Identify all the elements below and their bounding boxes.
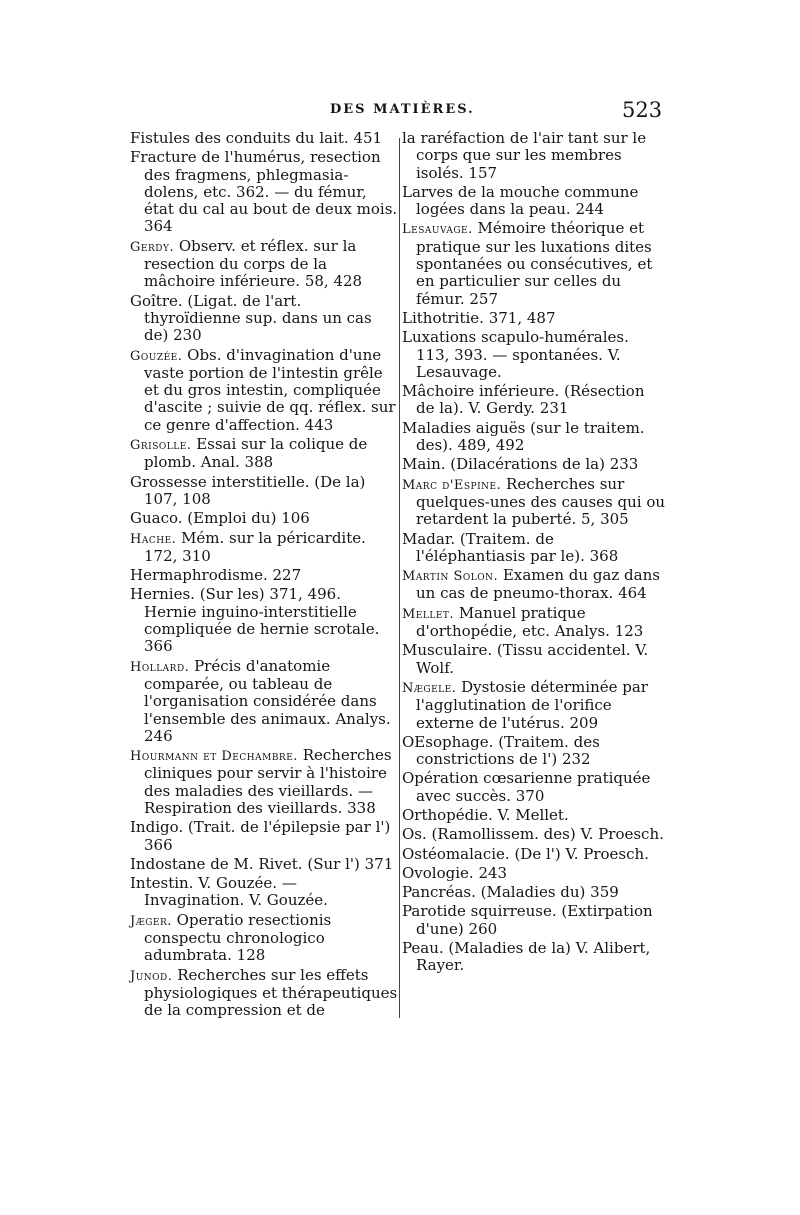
entry-text: Peau. (Maladies de la) V. Alibert, Rayer.	[402, 939, 651, 975]
index-entry	[402, 420, 667, 455]
entry-text: Opération cœsarienne pratiquée avec succès. 370	[402, 769, 651, 805]
entry-text: Fracture de l'humérus, resection des fragmens, phlegmasia-dolens, etc. 362. — du fémur, état du cal au bout de deux mois. 364	[130, 148, 398, 236]
index-entry	[130, 856, 398, 873]
entry-author: Martin Solon.	[402, 569, 499, 585]
entry-author: Hourmann et Dechambre.	[130, 749, 298, 765]
index-entry	[130, 474, 398, 509]
index-entry	[130, 658, 398, 745]
entry-text: Hermaphrodisme. 227	[130, 566, 302, 585]
index-entry	[402, 130, 667, 182]
entry-text: Larves de la mouche commune logées dans la peau. 244	[402, 182, 639, 219]
entry-text: Lithotritie. 371, 487	[402, 308, 556, 327]
index-entry	[130, 967, 398, 1020]
index-entry	[402, 531, 667, 566]
entry-author: Nægele.	[402, 680, 457, 696]
index-entry	[402, 865, 667, 882]
index-entry	[402, 884, 667, 901]
index-entry	[130, 238, 398, 291]
entry-author: Junod.	[130, 968, 173, 984]
entry-author: Jæger.	[130, 913, 172, 929]
entry-text: Intestin. V. Gouzée. — Invagination. V. Gouzée.	[130, 874, 328, 910]
index-entry	[130, 912, 398, 965]
index-entry	[402, 220, 667, 307]
index-entry	[130, 347, 398, 434]
entry-author: Hollard.	[130, 659, 190, 675]
index-entry	[130, 747, 398, 817]
index-entry	[130, 567, 398, 584]
entry-text: la raréfaction de l'air tant sur le corps que sur les membres isolés. 157	[402, 129, 647, 182]
column-divider	[399, 138, 400, 1018]
running-title: DES MATIÈRES.	[330, 102, 475, 117]
entry-text: Ovologie. 243	[402, 863, 508, 882]
index-entry	[402, 679, 667, 732]
entry-text: Obs. d'invagination d'une vaste portion de l'intestin grêle et du gros intestin, compliquée d'ascite ; suivie de qq. réflex. sur ce genre d'affection. 443	[144, 345, 396, 434]
entry-text: Hernies. (Sur les) 371, 496. Hernie inguino-interstitielle compliquée de hernie scrotale. 366	[130, 585, 380, 656]
entry-text: Recherches sur quelques-unes des causes qui ou retardent la puberté. 5, 305	[416, 474, 666, 529]
entry-text: Mém. sur la péricardite. 172, 310	[144, 528, 366, 565]
index-entry	[402, 846, 667, 863]
entry-text: Précis d'anatomie comparée, ou tableau de l'organisation considérée dans l'ensemble des animaux. Analys. 246	[144, 656, 391, 745]
entry-text: Guaco. (Emploi du) 106	[130, 509, 310, 528]
index-entry	[402, 642, 667, 677]
entry-text: Recherches sur les effets physiologiques et thérapeutiques de la compression et de	[144, 965, 398, 1020]
index-entry	[402, 734, 667, 769]
index-entry	[130, 875, 398, 910]
index-entry	[130, 436, 398, 472]
entry-text: Pancréas. (Maladies du) 359	[402, 883, 619, 902]
index-entry	[402, 329, 667, 381]
entry-text: Luxations scapulo-humérales. 113, 393. — spontanées. V. Lesauvage.	[402, 328, 629, 381]
index-entry	[402, 310, 667, 327]
entry-text: Dystosie déterminée par l'agglutination de l'orifice externe de l'utérus. 209	[416, 677, 648, 732]
entry-text: Examen du gaz dans un cas de pneumo-thorax. 464	[416, 566, 660, 603]
index-entry	[402, 903, 667, 938]
entry-author: Grisolle.	[130, 438, 192, 454]
entry-text: Goître. (Ligat. de l'art. thyroïdienne sup. dans un cas de) 230	[130, 291, 372, 345]
entry-author: Lesauvage.	[402, 222, 473, 238]
entry-text: Indostane de M. Rivet. (Sur l') 371	[130, 854, 394, 873]
entry-author: Gouzée.	[130, 348, 183, 364]
index-entry	[402, 567, 667, 603]
index-entry	[130, 293, 398, 345]
entry-text: Orthopédie. V. Mellet.	[402, 805, 569, 824]
entry-author: Hache.	[130, 531, 177, 547]
index-entry	[130, 510, 398, 527]
index-entry	[402, 456, 667, 473]
index-entry	[402, 826, 667, 843]
entry-text: Mémoire théorique et pratique sur les luxations dites spontanées ou consécutives, et en particulier sur celles du fémur. 257	[416, 219, 653, 308]
entry-text: Essai sur la colique de plomb. Anal. 388	[144, 435, 368, 472]
entry-author: Gerdy.	[130, 239, 175, 255]
entry-text: Observ. et réflex. sur la resection du corps de la mâchoire inférieure. 58, 428	[144, 236, 363, 291]
entry-text: Main. (Dilacérations de la) 233	[402, 455, 639, 474]
entry-text: Manuel pratique d'orthopédie, etc. Analys. 123	[416, 603, 644, 641]
index-entry	[130, 130, 398, 147]
left-column	[130, 130, 398, 1030]
running-head	[0, 100, 800, 124]
entry-author: Marc d'Espine.	[402, 477, 502, 493]
right-column	[402, 130, 667, 1030]
index-entry	[402, 476, 667, 529]
entry-text: OEsophage. (Traitem. des constrictions de l') 232	[402, 732, 600, 769]
index-entry	[402, 940, 667, 975]
entry-text: Mâchoire inférieure. (Résection de la). V. Gerdy. 231	[402, 382, 645, 418]
entry-text: Operatio resectionis conspectu chronologico adumbrata. 128	[144, 910, 332, 965]
entry-text: Indigo. (Trait. de l'épilepsie par l') 366	[130, 818, 391, 854]
index-entry	[130, 819, 398, 854]
entry-text: Ostéomalacie. (De l') V. Proesch.	[402, 844, 649, 863]
index-entry	[130, 149, 398, 235]
entry-text: Os. (Ramollissem. des) V. Proesch.	[402, 825, 664, 844]
entry-text: Grossesse interstitielle. (De la) 107, 108	[130, 472, 366, 508]
page-number: 523	[622, 98, 663, 122]
entry-text: Musculaire. (Tissu accidentel. V. Wolf.	[402, 641, 649, 677]
index-entry	[130, 586, 398, 655]
entry-text: Fistules des conduits du lait. 451	[130, 129, 383, 147]
index-entry	[402, 770, 667, 805]
index-entry	[402, 807, 667, 824]
entry-author: Mellet.	[402, 606, 455, 622]
index-entry	[130, 530, 398, 566]
entry-text: Recherches cliniques pour servir à l'histoire des maladies des vieillards. — Respiration des vieillards. 338	[144, 746, 392, 817]
entry-text: Maladies aiguës (sur le traitem. des). 489, 492	[402, 418, 645, 455]
entry-text: Madar. (Traitem. de l'éléphantiasis par le). 368	[402, 529, 619, 565]
index-entry	[402, 184, 667, 219]
index-entry	[402, 605, 667, 641]
entry-text: Parotide squirreuse. (Extirpation d'une) 260	[402, 902, 653, 938]
index-entry	[402, 383, 667, 418]
